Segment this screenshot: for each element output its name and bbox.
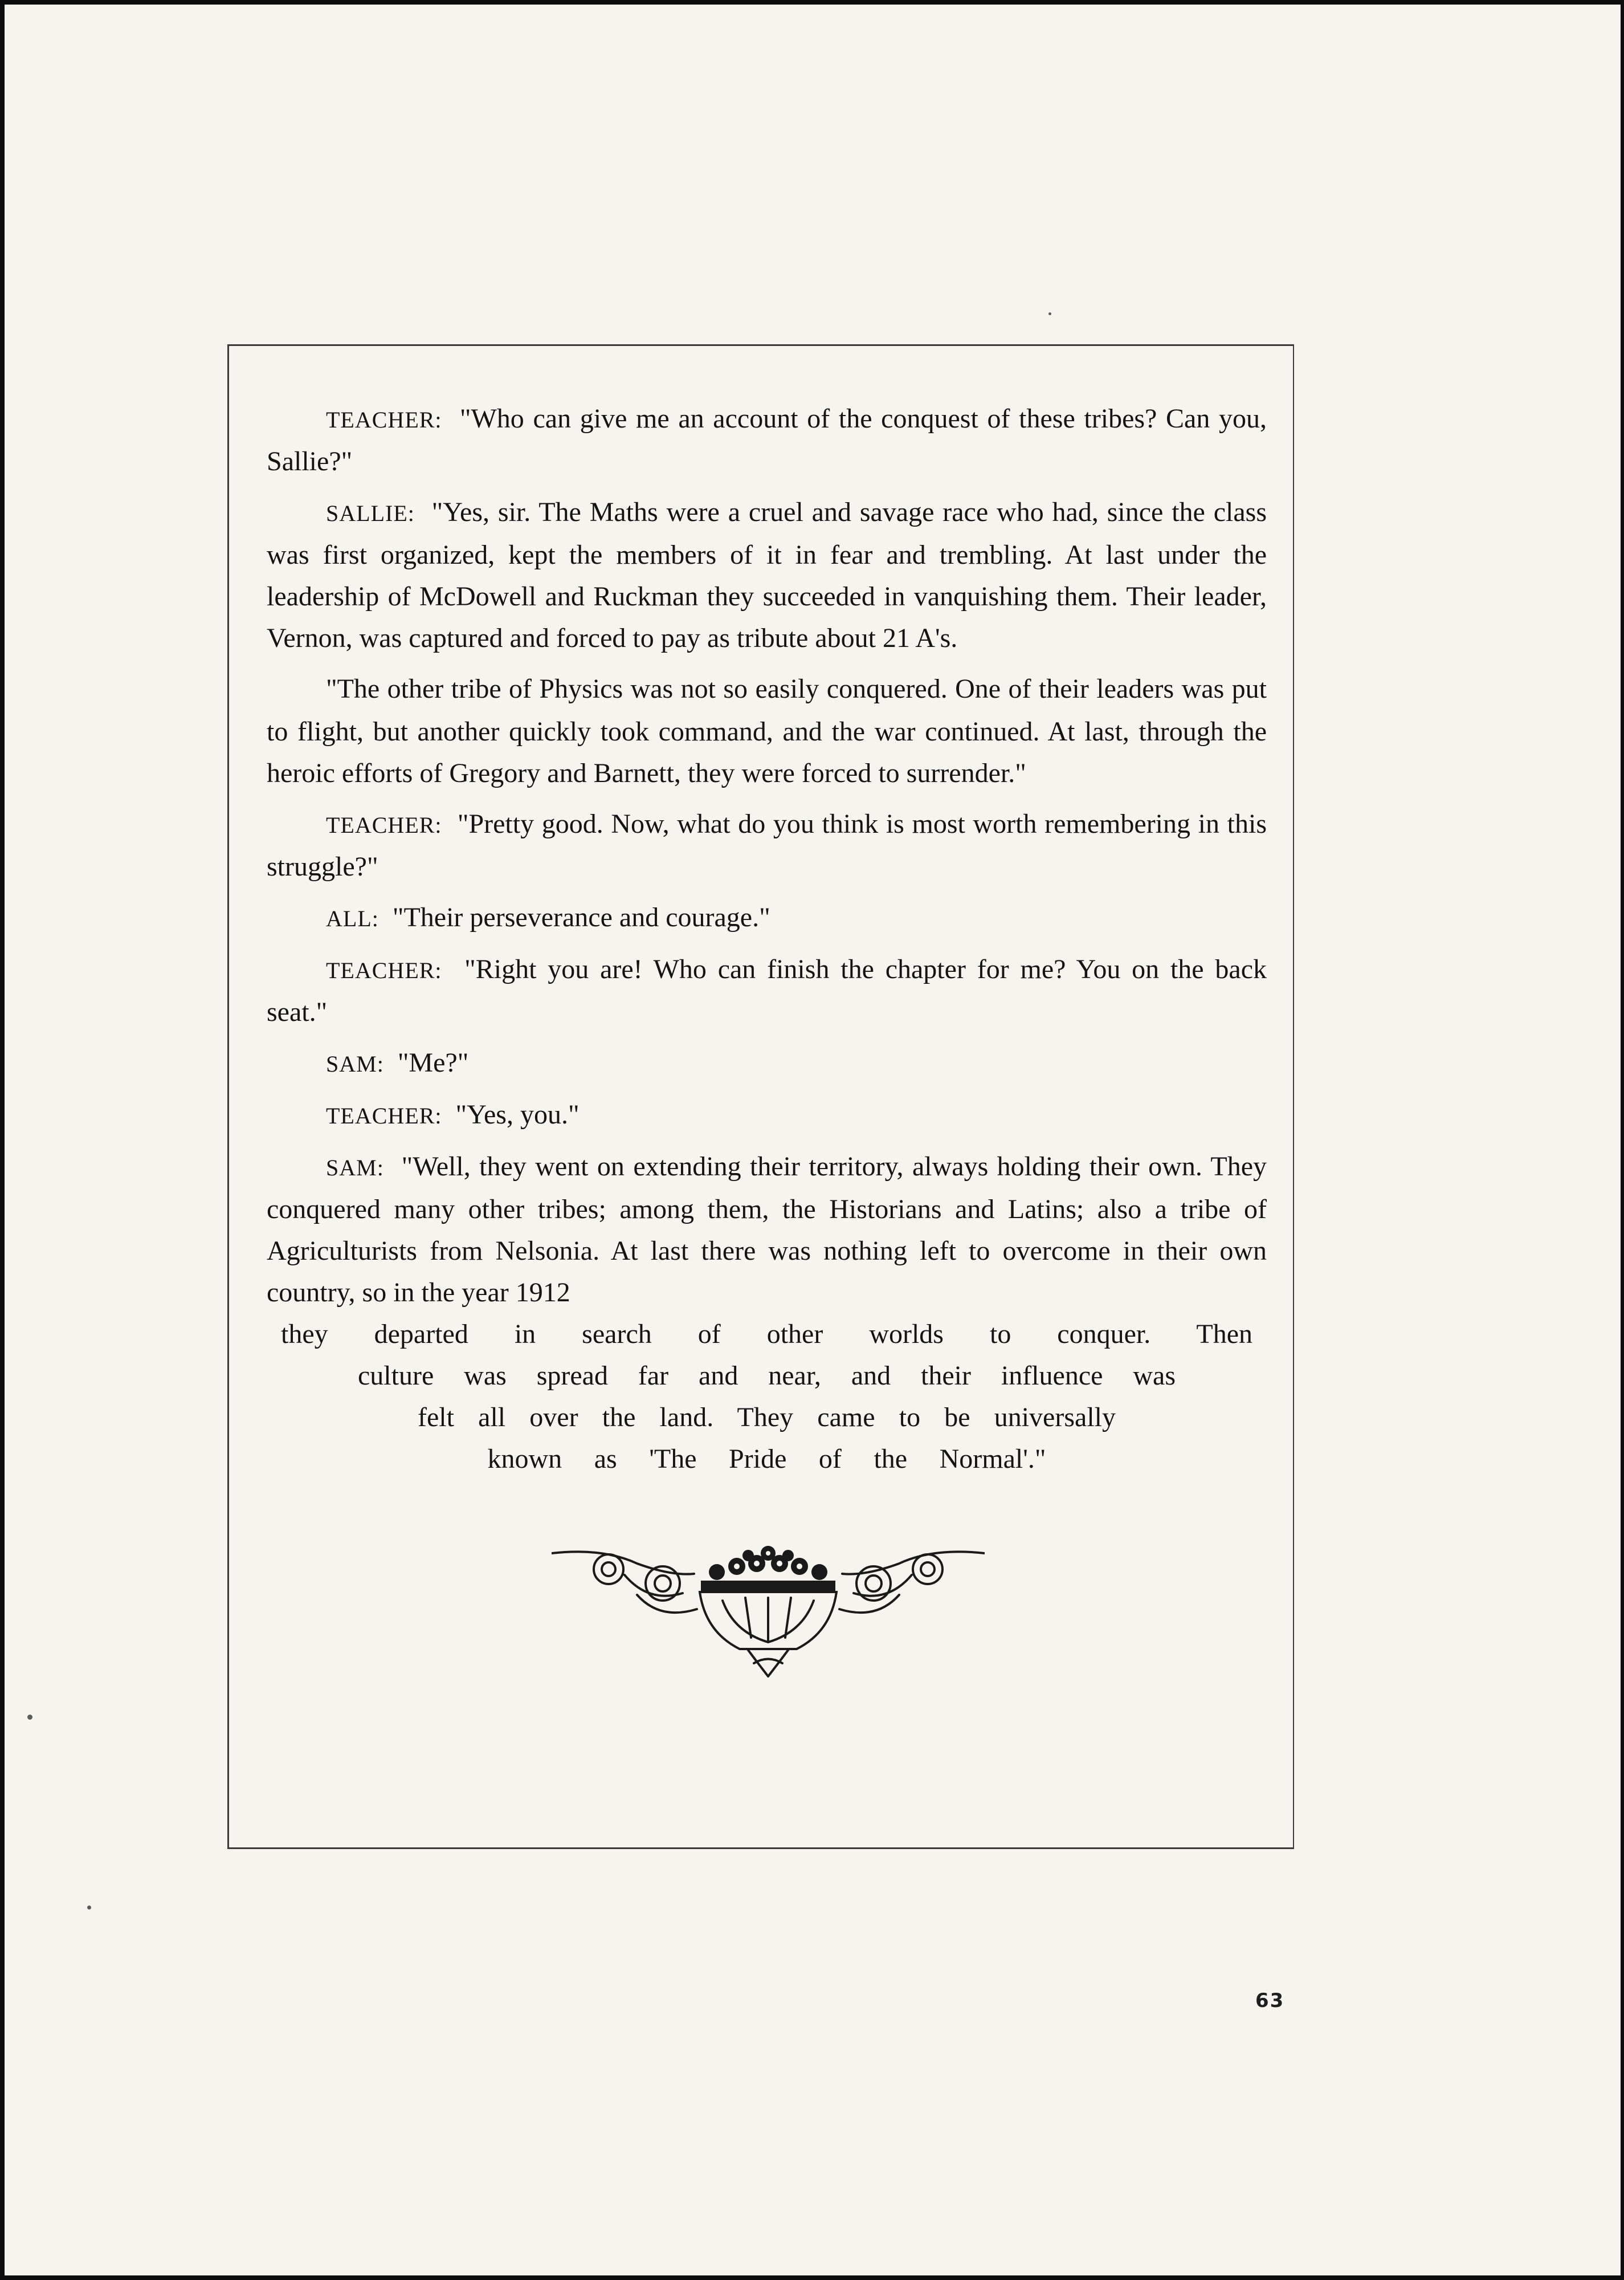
dialogue-text: "Yes, you." — [455, 1100, 580, 1130]
dialogue-text: "Pretty good. Now, what do you think is most worth remembering in this struggle?" — [267, 809, 1267, 882]
paragraph — [267, 491, 1267, 659]
closing-cone — [267, 1313, 1267, 1480]
paragraph — [267, 668, 1267, 794]
speaker-label: TEACHER: — [326, 407, 442, 433]
paragraph — [267, 1094, 1267, 1137]
paper-speck — [87, 1906, 91, 1909]
dialogue-text: "Their perseverance and courage." — [392, 902, 770, 933]
closing-line: they departed in search of other worlds to conquer. Then — [281, 1319, 1252, 1349]
paragraph — [267, 948, 1267, 1033]
page — [5, 5, 1621, 2275]
urn-ornament-icon — [552, 1541, 985, 1678]
speaker-label: TEACHER: — [326, 1103, 442, 1129]
paper-speck — [1048, 312, 1051, 315]
speaker-label: ALL: — [326, 906, 379, 931]
speaker-label: SALLIE: — [326, 500, 415, 526]
paragraph — [267, 1146, 1267, 1313]
dialogue-text: "The other tribe of Physics was not so easily conquered. One of their leaders was put to flight, but another quickly took command, and the war continued. At last, through the heroic efforts of Gregory and Barnett, they were forced to surrender." — [267, 674, 1267, 788]
paragraph — [267, 803, 1267, 887]
dialogue-text: "Yes, sir. The Maths were a cruel and savage race who had, since the class was first organized, kept the members of it in fear and trembling. At last under the leadership of McDowell and Ruckman they succeeded in vanquishing them. Their leader, Vernon, was captured and forced to pay as tribute about 21 A's. — [267, 497, 1267, 653]
paper-speck — [27, 1715, 32, 1720]
closing-line: known as 'The Pride of the Normal'." — [487, 1444, 1046, 1474]
dialogue-text: "Right you are! Who can finish the chapter for me? You on the back seat." — [267, 954, 1267, 1027]
page-number: 63 — [1255, 1989, 1285, 2012]
speaker-label: SAM: — [326, 1051, 384, 1077]
dialogue-text: "Well, they went on extending their territory, always holding their own. They conquered many other tribes; among them, the Historians and Latins; also a tribe of Agriculturists from Nelsonia. At last there was nothing left to overcome in their own country, so in the year 1912 — [267, 1151, 1267, 1308]
speaker-label: TEACHER: — [326, 812, 442, 838]
closing-line: felt all over the land. They came to be universally — [418, 1402, 1116, 1432]
closing-line: culture was spread far and near, and their influence was — [358, 1361, 1176, 1391]
paragraph — [267, 1042, 1267, 1085]
speaker-label: SAM: — [326, 1155, 384, 1180]
dialogue-text: "Me?" — [397, 1048, 469, 1078]
dialogue-text: "Who can give me an account of the conquest of these tribes? Can you, Sallie?" — [267, 404, 1267, 477]
speaker-label: TEACHER: — [326, 958, 442, 983]
body-text — [267, 398, 1267, 1480]
paragraph — [267, 897, 1267, 939]
paragraph — [267, 398, 1267, 482]
